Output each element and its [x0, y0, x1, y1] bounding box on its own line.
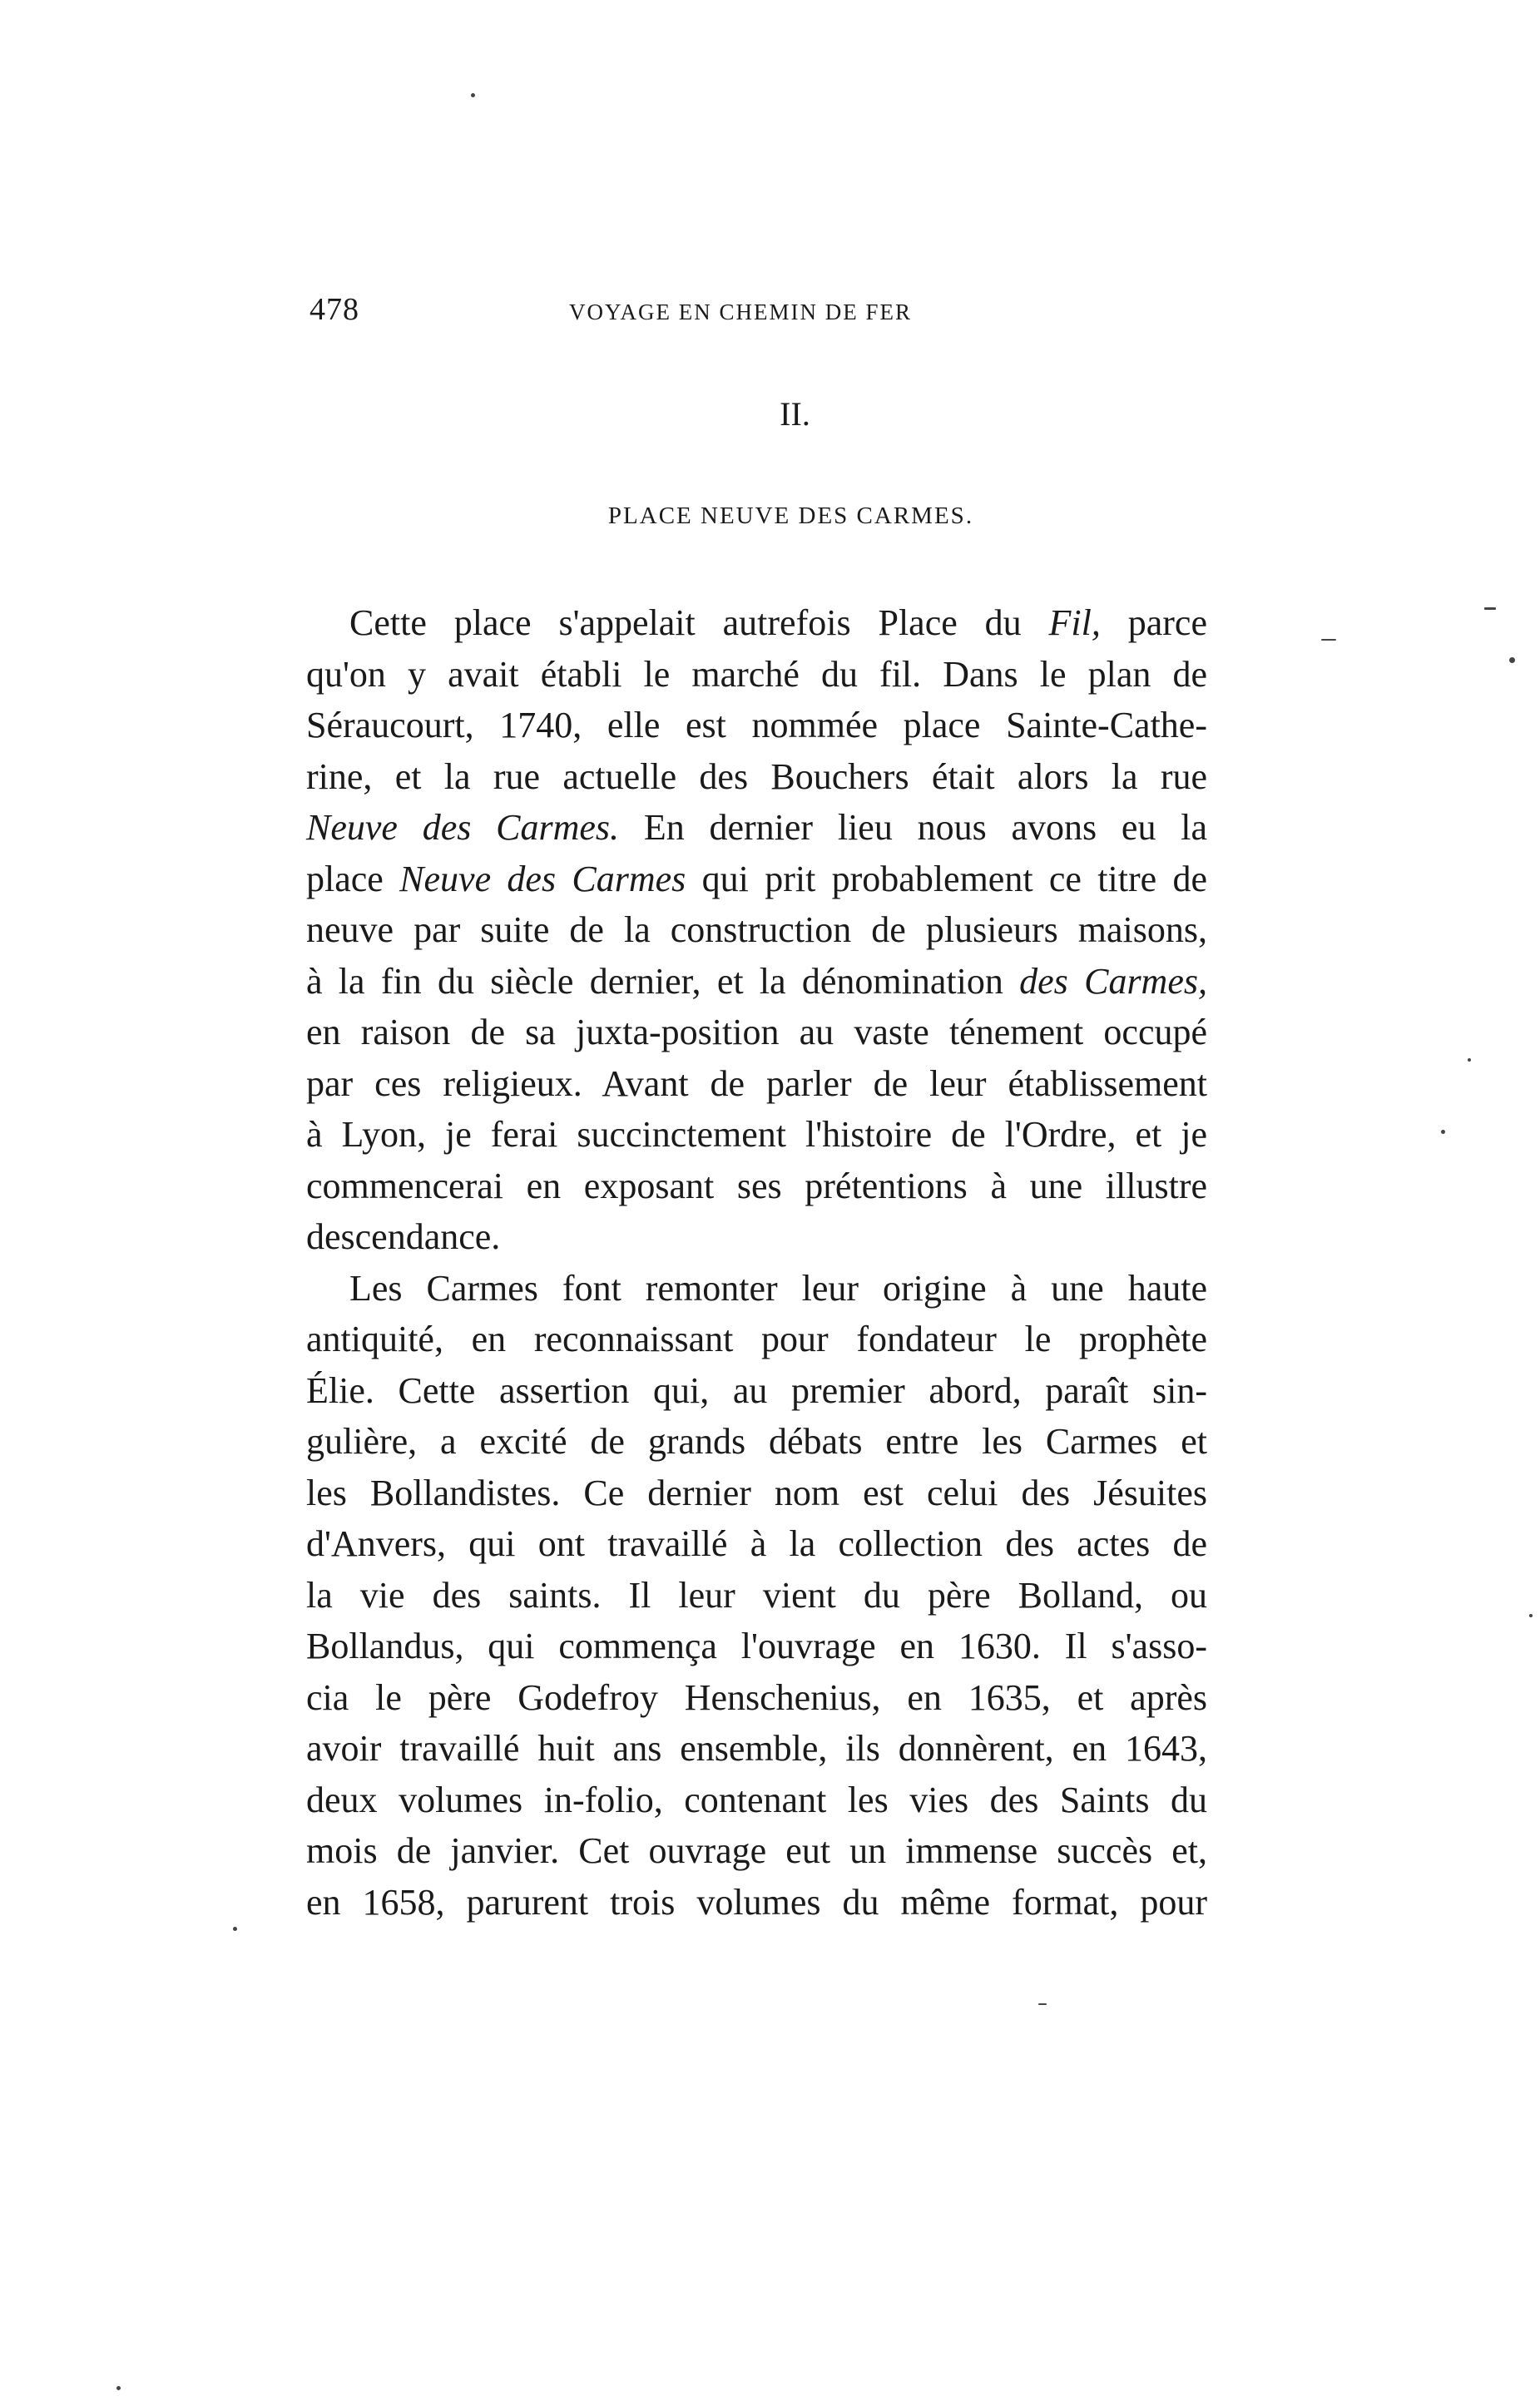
text-line: les Bollandistes. Ce dernier nom est celui des Jésuites: [306, 1472, 1207, 1513]
text-line: d'Anvers, qui ont travaillé à la collection des actes de: [306, 1523, 1207, 1564]
running-head: [309, 291, 950, 333]
page-number: 478: [309, 292, 359, 327]
text-line: rine, et la rue actuelle des Bouchers était alors la rue: [306, 755, 1207, 797]
text-line: par ces religieux. Avant de parler de leur établissement: [306, 1062, 1207, 1104]
scan-speck: [1509, 657, 1515, 663]
scan-speck: [1484, 607, 1496, 610]
text-line: neuve par suite de la construction de plusieurs maisons,: [306, 909, 1207, 950]
text-line: Les Carmes font remonter leur origine à une haute: [349, 1267, 1207, 1309]
scan-speck: [233, 1927, 237, 1931]
text-line: Cette place s'appelait autrefois Place du Fil, parce: [349, 602, 1207, 643]
scan-speck: [1038, 2003, 1047, 2005]
section-number: II.: [780, 395, 810, 433]
scan-speck: [1468, 1058, 1471, 1062]
scan-speck: [1321, 639, 1336, 641]
scan-speck: [471, 93, 475, 97]
text-line: deux volumes in-folio, contenant les vies des Saints du: [306, 1779, 1207, 1820]
text-line: avoir travaillé huit ans ensemble, ils donnèrent, en 1643,: [306, 1728, 1207, 1769]
text-line: en 1658, parurent trois volumes du même format, pour: [306, 1881, 1207, 1923]
text-line: commencerai en exposant ses prétentions à une illustre: [306, 1165, 1207, 1206]
scan-speck: [1529, 1614, 1533, 1617]
text-line: qu'on y avait établi le marché du fil. Dans le plan de: [306, 653, 1207, 695]
text-line: antiquité, en reconnaissant pour fondateur le prophète: [306, 1319, 1207, 1359]
text-line: à Lyon, je ferai succinctement l'histoire de l'Ordre, et je: [306, 1114, 1207, 1155]
text-line: gulière, a excité de grands débats entre les Carmes et: [306, 1421, 1207, 1462]
text-line: en raison de sa juxta-position au vaste ténement occupé: [306, 1012, 1207, 1052]
text-line: Élie. Cette assertion qui, au premier abord, paraît sin-: [306, 1369, 1207, 1411]
text-line: Neuve des Carmes. En dernier lieu nous avons eu la: [306, 807, 1207, 848]
scan-speck: [116, 2386, 121, 2390]
text-line: place Neuve des Carmes qui prit probablement ce titre de: [306, 858, 1207, 899]
text-line: Séraucourt, 1740, elle est nommée place Sainte-Cathe-: [306, 705, 1207, 745]
text-line: Bollandus, qui commença l'ouvrage en 1630. Il s'asso-: [306, 1626, 1207, 1666]
text-line: mois de janvier. Cet ouvrage eut un immense succès et,: [306, 1830, 1207, 1871]
body-text: [306, 597, 1207, 1928]
scan-speck: [1441, 1130, 1445, 1134]
text-line: cia le père Godefroy Henschenius, en 1635, et après: [306, 1676, 1207, 1718]
section-title: PLACE NEUVE DES CARMES.: [607, 502, 974, 529]
text-line: descendance.: [306, 1216, 501, 1257]
text-line: la vie des saints. Il leur vient du père Bolland, ou: [306, 1574, 1207, 1616]
running-title: VOYAGE EN CHEMIN DE FER: [569, 300, 912, 324]
text-line: à la fin du siècle dernier, et la dénomination des Carmes,: [306, 960, 1207, 1002]
